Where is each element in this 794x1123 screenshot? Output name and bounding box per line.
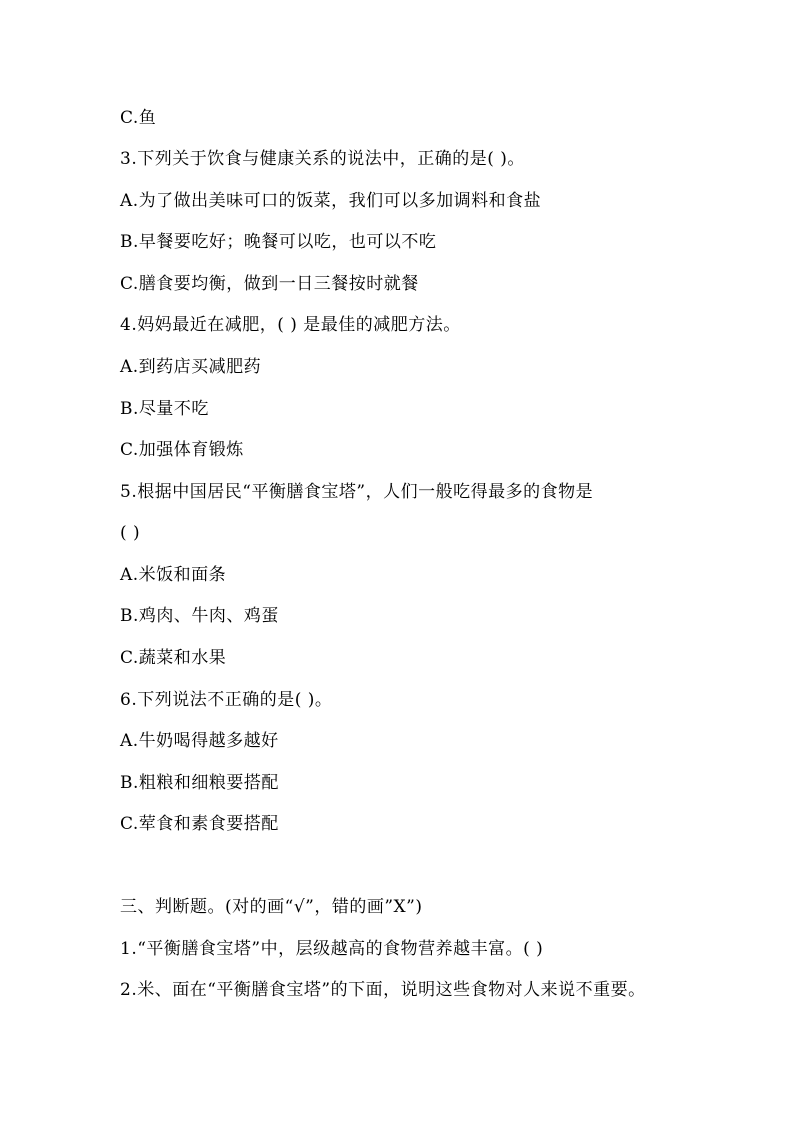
section-3-heading: 三、判断题。(对的画“√”，错的画”X”)	[120, 897, 423, 917]
question-3-option-c: C.膳食要均衡，做到一日三餐按时就餐	[120, 274, 419, 294]
question-6-option-c: C.荤食和素食要搭配	[120, 814, 279, 834]
judge-question-1: 1.“平衡膳食宝塔”中，层级越高的食物营养越丰富。( )	[120, 939, 544, 959]
question-6-option-a: A.牛奶喝得越多越好	[120, 731, 279, 751]
judge-question-2: 2.米、面在“平衡膳食宝塔”的下面，说明这些食物对人来说不重要。	[120, 980, 646, 1000]
question-5: 5.根据中国居民“平衡膳食宝塔”，人们一般吃得最多的食物是	[120, 482, 594, 502]
question-4: 4.妈妈最近在减肥，( ) 是最佳的减肥方法。	[120, 315, 461, 335]
question-5-option-b: B.鸡肉、牛肉、鸡蛋	[120, 606, 279, 626]
question-3-option-b: B.早餐要吃好；晚餐可以吃，也可以不吃	[120, 232, 437, 252]
question-4-option-b: B.尽量不吃	[120, 399, 209, 419]
question-3-option-a: A.为了做出美味可口的饭菜，我们可以多加调料和食盐	[120, 191, 542, 211]
option-c-fish: C.鱼	[120, 108, 157, 128]
question-5-option-a: A.米饭和面条	[120, 565, 227, 585]
question-4-option-a: A.到药店买减肥药	[120, 357, 262, 377]
question-6: 6.下列说法不正确的是( )。	[120, 690, 333, 710]
question-4-option-c: C.加强体育锻炼	[120, 440, 244, 460]
question-5-blank: ( )	[120, 523, 141, 543]
question-6-option-b: B.粗粮和细粮要搭配	[120, 773, 279, 793]
question-5-option-c: C.蔬菜和水果	[120, 648, 227, 668]
question-3: 3.下列关于饮食与健康关系的说法中，正确的是( )。	[120, 149, 525, 169]
